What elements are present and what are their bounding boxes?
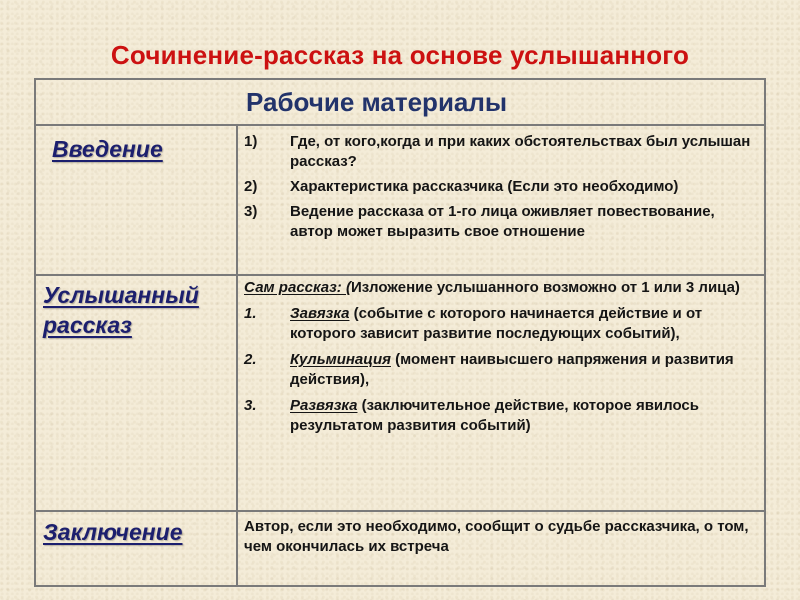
list-item-number: 3. — [244, 397, 257, 414]
section-content-conclusion: Автор, если это необходимо, сообщит о судьбе рассказчика, о том, чем окончилась их встреча — [244, 518, 749, 555]
list-item — [244, 304, 759, 344]
table-row-introduction — [36, 124, 764, 276]
list-item-term: Развязка — [290, 397, 358, 414]
list-item — [244, 396, 759, 436]
list-item-text: (момент наивысшего напряжения и развития действия), — [290, 351, 734, 388]
list-item-text: Ведение рассказа от 1-го лица оживляет повествование, автор может выразить свое отношение — [290, 203, 715, 240]
list-item-text: (заключительное действие, которое явилось результатом развития событий) — [290, 397, 699, 434]
list-item-term: Завязка — [290, 305, 350, 322]
list-item-number: 2) — [244, 178, 258, 195]
story-intro — [244, 278, 759, 298]
section-content-story — [244, 278, 759, 442]
list-item-number: 1) — [244, 133, 258, 150]
list-item-text: (событие с которого начинается действие и от которого зависит развитие последующих событий), — [290, 305, 703, 342]
table-header-label: Рабочие материалы — [246, 87, 508, 117]
section-title-conclusion: Заключение — [43, 519, 183, 545]
table-row-story — [36, 274, 764, 512]
table-header — [36, 80, 764, 126]
list-item-text: Характеристика рассказчика (Если это необходимо) — [290, 178, 679, 195]
section-title-introduction: Введение — [52, 136, 163, 162]
list-item — [244, 202, 759, 242]
list-item-number: 1. — [244, 305, 257, 322]
materials-table — [34, 78, 766, 587]
list-item-term: Кульминация — [290, 351, 391, 368]
list-item-number: 2. — [244, 351, 257, 368]
section-content-introduction — [244, 132, 759, 247]
table-row-conclusion — [36, 510, 764, 585]
list-item-text: Где, от кого,когда и при каких обстоятельствах был услышан рассказ? — [290, 133, 751, 170]
story-intro-text: Изложение услышанного возможно от 1 или 3 лица) — [350, 279, 740, 296]
list-item — [244, 132, 759, 172]
list-item — [244, 350, 759, 390]
section-title-story: Услышанный рассказ — [43, 282, 199, 338]
page-title: Сочинение-рассказ на основе услышанного — [110, 40, 690, 70]
list-item-number: 3) — [244, 203, 258, 220]
list-item — [244, 177, 759, 197]
story-intro-term: Сам рассказ: ( — [244, 279, 351, 296]
